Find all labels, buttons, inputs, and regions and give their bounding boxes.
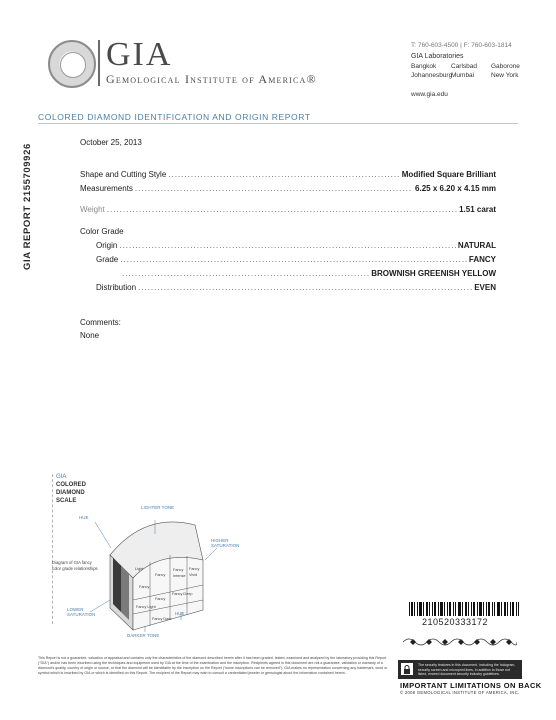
city: Mumbai [451, 72, 475, 79]
scale-cell: Fancy Light [136, 605, 156, 609]
origin-value: NATURAL [457, 241, 496, 250]
distribution-value: EVEN [474, 283, 496, 292]
colored-diamond-scale-diagram [52, 500, 245, 640]
contact-phone-fax: T: 760-603-4500 | F: 760-603-1814 [411, 42, 512, 49]
disclaimer-text: This Report is not a guarantee, valuation or appraisal and contains only the characteristics of the diamond described herein after it has been graded, tested, examined and analyzed by the laboratory providing this Report ("GIA") and/or has been inscribed using the techniques and equipment used by GIA at the time of the examination and the inscription. Recipients agreed in this document are not a guarantee, validation or warranty of a diamond's quality, country of origin or source, or that the diamond will be identifiable by the inscription on the Report ("some inscriptions can be removed"). GIA makes no representation concerning any trademark, word or symbol which is inscribed by GIA or which is identified on this Report. The recipient of the Report may wish to consult a credentialed jeweler or gemologist about the information contained herein. [38, 656, 388, 676]
leader-dots [138, 283, 472, 292]
grade-value-2: BROWNISH GREENISH YELLOW [371, 269, 496, 278]
security-limitations-box [398, 660, 522, 679]
grade-row [96, 255, 496, 264]
barcode-number: 210520333172 [422, 617, 489, 627]
security-strip [403, 636, 517, 648]
scale-title-gia: GIA [56, 474, 67, 480]
distribution-label: Distribution [96, 283, 137, 292]
scale-cell: Fancy Vivid [189, 567, 200, 577]
scale-cell: Light [135, 567, 144, 571]
report-number-text: GIA REPORT 2155709926 [22, 143, 33, 270]
report-title: COLORED DIAMOND IDENTIFICATION AND ORIGIN REPORT [38, 112, 311, 122]
scale-title-line: COLORED [56, 482, 86, 488]
grade-row-2 [120, 269, 496, 278]
leader-dots [120, 255, 467, 264]
important-limitations: IMPORTANT LIMITATIONS ON BACK [400, 681, 542, 690]
report-date: October 25, 2013 [80, 138, 142, 147]
leader-dots [168, 170, 399, 179]
distribution-row [96, 283, 496, 292]
measurements-row [80, 184, 496, 193]
grade-label: Grade [96, 255, 119, 264]
lower-saturation-label: LOWER SATURATION [67, 607, 96, 617]
scale-cell: Fancy [155, 573, 166, 577]
scale-note: Diagram of GIA fancy color grade relationships [52, 560, 98, 571]
lock-icon [401, 663, 413, 675]
measurements-value: 6.25 x 6.20 x 4.15 mm [415, 184, 496, 193]
scale-cell: Fancy [155, 597, 166, 601]
grade-value: FANCY [468, 255, 496, 264]
scale-title-line: SCALE [56, 498, 77, 504]
scale-cell: Fancy Deep [172, 592, 193, 596]
shape-label: Shape and Cutting Style [80, 170, 167, 179]
scale-cell: Fancy [139, 585, 150, 589]
title-rule [38, 123, 518, 124]
leader-dots [135, 184, 413, 193]
shape-row [80, 170, 496, 179]
labs-title: GIA Laboratories [411, 53, 464, 60]
comments-label: Comments: [80, 318, 121, 327]
measurements-label: Measurements [80, 184, 133, 193]
color-grade-label: Color Grade [80, 227, 124, 236]
comments-value: None [80, 331, 100, 340]
lighter-tone-label: LIGHTER TONE [141, 505, 175, 510]
leader-dots [107, 205, 457, 214]
weight-value: 1.51 carat [459, 205, 496, 214]
website: www.gia.edu [411, 91, 448, 98]
leader-dots [119, 241, 456, 250]
header-divider [98, 40, 100, 86]
scale-cell: Fancy Intense [173, 568, 186, 578]
side-report-number [22, 143, 36, 270]
origin-label: Origin [96, 241, 118, 250]
city: New York [491, 72, 519, 79]
leader-dots [122, 269, 369, 278]
hue-top-label: HUE [79, 515, 89, 520]
copyright: © 2008 GEMOLOGICAL INSTITUTE OF AMERICA, INC. [400, 690, 520, 695]
origin-row [96, 241, 496, 250]
darker-tone-label: DARKER TONE [127, 633, 160, 638]
gia-full-name: Gemological Institute of America® [106, 72, 317, 86]
city: Carlsbad [451, 63, 478, 70]
shape-value: Modified Square Brilliant [401, 170, 496, 179]
security-note: The security features in this document, including the hologram, security screen and microprint lines, in addition to those not listed, exceed document security industry guidelines. [418, 663, 516, 676]
gia-seal-icon [48, 40, 96, 88]
city: Gaborone [491, 63, 520, 70]
weight-label: Weight [80, 205, 105, 214]
scale-title-line: DIAMOND [56, 490, 85, 496]
scale-cell: Fancy Dark [152, 617, 172, 621]
scale-divider [52, 474, 54, 624]
city: Johannesburg [411, 72, 453, 79]
gia-logo: GIA [106, 36, 173, 73]
higher-saturation-label: HIGHER SATURATION [211, 538, 240, 548]
hue-bottom-label: HUE [175, 611, 185, 616]
weight-row [80, 205, 496, 214]
city: Bangkok [411, 63, 437, 70]
barcode [409, 602, 519, 616]
